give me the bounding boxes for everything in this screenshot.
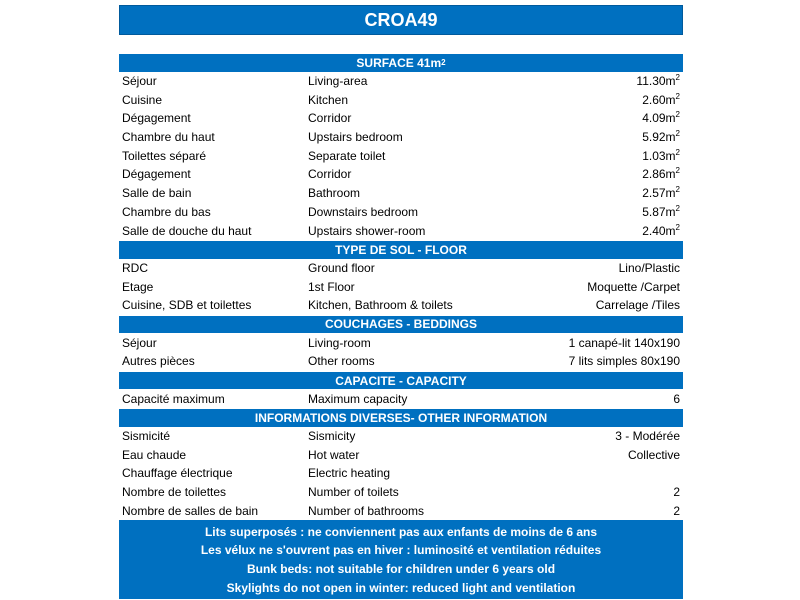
label-en: Separate toilet [308,148,386,163]
value: $1.03m^2$ [642,148,680,163]
label-fr: Chambre du haut [122,130,215,145]
value: 3 - Modérée [615,429,680,444]
value: $2.57m^2$ [642,186,680,201]
label-fr: Nombre de toilettes [122,485,227,500]
table-row [119,109,683,128]
table-row [119,203,683,222]
label-fr: Autres pièces [122,354,195,369]
table-row [119,389,683,408]
label-en: Ground floor [308,260,375,275]
label-en: Upstairs bedroom [308,130,403,145]
value: $2.60m^2$ [642,92,680,107]
label-en: Electric heating [308,466,391,481]
label-en: Number of toilets [308,485,399,500]
label-en: Kitchen [308,92,349,107]
table-row [119,483,683,502]
label-fr: Eau chaude [122,447,187,462]
value: 2 [673,485,680,500]
table-row [119,352,683,371]
value: $11.30m^2$ [636,74,680,89]
label-fr: Sismicité [122,429,171,444]
value: 2 [673,503,680,518]
table-row [119,445,683,464]
table-row [119,90,683,109]
value: 6 [673,391,680,406]
section-header-surface: SURFACE 41m 2 [119,53,683,72]
table-row [119,277,683,296]
label-en: 1st Floor [308,279,355,294]
label-fr: Capacité maximum [122,391,225,406]
value: 1 canapé-lit 140x190 [568,335,680,350]
label-en: Living-room [308,335,371,350]
table-row [119,427,683,446]
label-en: Bathroom [308,186,361,201]
notice-line: Les vélux ne s'ouvrent pas en hiver : luminosité et ventilation réduites [200,543,602,558]
label-en: Upstairs shower-room [308,223,426,238]
value: Moquette /Carpet [587,279,680,294]
label-fr: Dégagement [122,111,191,126]
label-en: Downstairs bedroom [308,204,419,219]
table-row [119,221,683,240]
page-title: CROA49 [119,5,683,35]
label-en: Other rooms [308,354,375,369]
notice-line: Skylights do not open in winter: reduced light and ventilation [226,580,576,595]
value: $2.86m^2$ [642,167,680,182]
label-en: Living-area [308,74,368,89]
label-fr: Etage [122,279,154,294]
value: Collective [627,447,680,462]
notice-box [119,520,683,599]
label-en: Sismicity [308,429,356,444]
table-row [119,128,683,147]
label-fr: Toilettes séparé [122,148,207,163]
label-en: Corridor [308,167,352,182]
table-row [119,165,683,184]
section-header-info: INFORMATIONS DIVERSES- OTHER INFORMATION [119,408,683,427]
section-header-floor: TYPE DE SOL - FLOOR [119,240,683,259]
label-fr: Cuisine, SDB et toilettes [122,298,252,313]
label-en: Number of bathrooms [308,503,425,518]
table-row [119,502,683,521]
table-row [119,333,683,352]
table-row [119,259,683,278]
label-fr: Séjour [122,335,157,350]
section-header-capacity: CAPACITE - CAPACITY [119,371,683,390]
table-row [119,72,683,91]
notice-line: Lits superposés : ne conviennent pas aux enfants de moins de 6 ans [204,524,598,539]
value: Carrelage /Tiles [595,298,680,313]
property-sheet [119,5,683,599]
value: 7 lits simples 80x190 [568,354,680,369]
label-fr: Salle de bain [122,186,192,201]
value: $2.40m^2$ [642,223,680,238]
value: $5.92m^2$ [642,130,680,145]
label-fr: Séjour [122,74,157,89]
value: $5.87m^2$ [642,204,680,219]
notice-line: Bunk beds: not suitable for children under 6 years old [246,561,556,576]
spacer [119,35,683,53]
label-fr: Chauffage électrique [122,466,233,481]
value: Lino/Plastic [618,260,680,275]
table-row [119,296,683,315]
label-en: Hot water [308,447,360,462]
table-row [119,464,683,483]
table-row [119,146,683,165]
section-header-beddings: COUCHAGES - BEDDINGS [119,315,683,334]
table-row [119,184,683,203]
label-fr: RDC [122,260,148,275]
label-fr: Chambre du bas [122,204,211,219]
label-fr: Cuisine [122,92,163,107]
value: $4.09m^2$ [642,111,680,126]
label-fr: Nombre de salles de bain [122,503,259,518]
label-en: Kitchen, Bathroom & toilets [308,298,453,313]
label-en: Corridor [308,111,352,126]
label-en: Maximum capacity [308,391,408,406]
label-fr: Salle de douche du haut [122,223,252,238]
label-fr: Dégagement [122,167,191,182]
